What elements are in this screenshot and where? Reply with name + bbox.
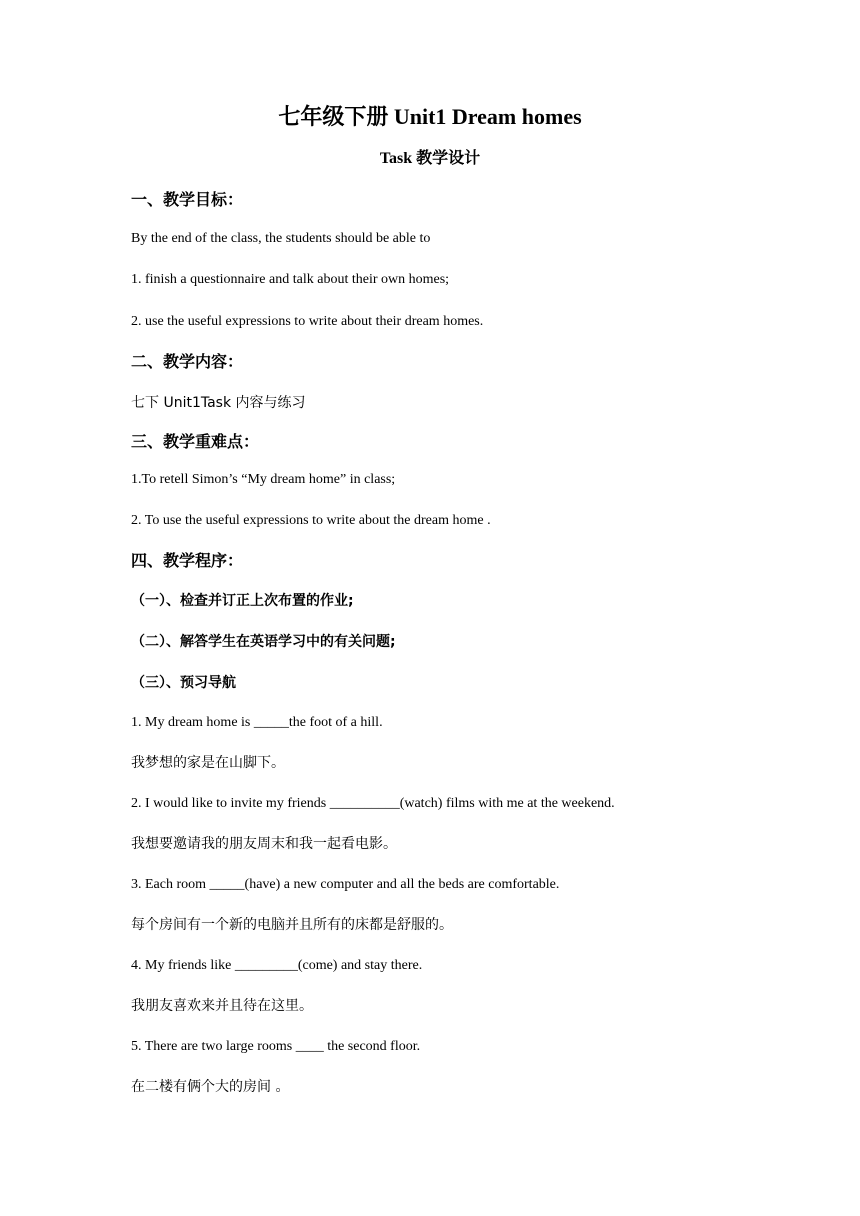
procedure-step: （一）、检查并订正上次布置的作业; — [131, 593, 354, 609]
procedure-heading: 四、教学程序： — [131, 551, 244, 570]
content-heading: 二、教学内容： — [131, 352, 244, 371]
objectives-heading: 一、教学目标： — [131, 190, 244, 209]
exercise-chinese: 在二楼有俩个大的房间 。 — [131, 1079, 290, 1095]
exercise-chinese: 我梦想的家是在山脚下。 — [131, 755, 285, 771]
exercise-english: 5. There are two large rooms ____ the second floor. — [131, 1039, 421, 1054]
key-points-heading: 三、教学重难点： — [131, 432, 260, 451]
document-title: 七年级下册 Unit1 Dream homes — [278, 104, 582, 129]
exercise-english: 1. My dream home is _____the foot of a hill. — [131, 715, 383, 730]
exercise-chinese: 我朋友喜欢来并且待在这里。 — [131, 998, 313, 1014]
procedure-step: （二）、解答学生在英语学习中的有关问题; — [131, 634, 396, 650]
exercise-english: 2. I would like to invite my friends __________(watch) films with me at the weekend. — [131, 796, 615, 811]
document-subtitle: Task 教学设计 — [379, 150, 481, 167]
objective-item: 1. finish a questionnaire and talk about their own homes; — [131, 272, 450, 287]
key-point-item: 2. To use the useful expressions to write about the dream home . — [131, 513, 491, 528]
exercise-english: 3. Each room _____(have) a new computer and all the beds are comfortable. — [131, 877, 560, 892]
exercise-english: 4. My friends like _________(come) and stay there. — [131, 958, 423, 973]
procedure-step: （三）、预习导航 — [131, 675, 236, 691]
key-point-item: 1.To retell Simon’s “My dream home” in class; — [131, 472, 396, 487]
exercise-chinese: 我想要邀请我的朋友周末和我一起看电影。 — [131, 836, 397, 852]
content-text: 七下 Unit1Task 内容与练习 — [131, 395, 306, 411]
objective-item: 2. use the useful expressions to write about their dream homes. — [131, 314, 484, 329]
objectives-intro: By the end of the class, the students should be able to — [131, 231, 431, 246]
exercise-chinese: 每个房间有一个新的电脑并且所有的床都是舒服的。 — [131, 917, 453, 933]
